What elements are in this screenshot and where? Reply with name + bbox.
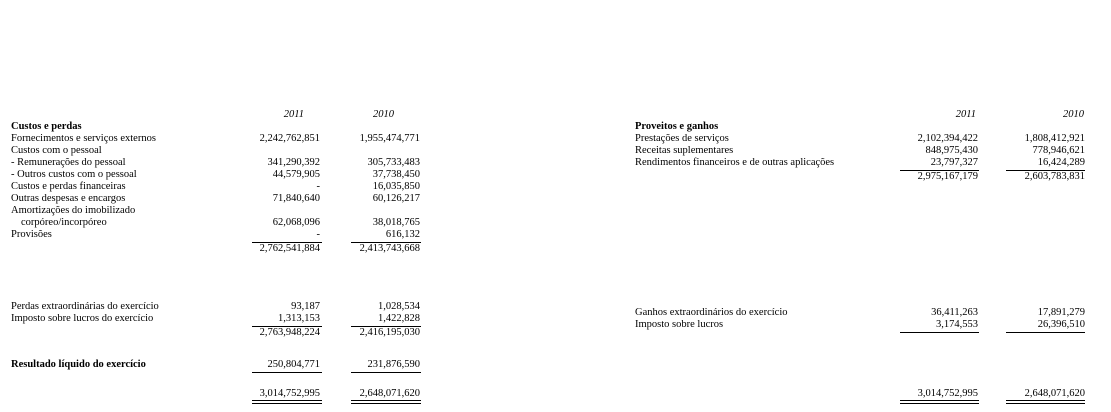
left-row-2011: 341,290,392 [267,157,320,168]
left-row-2011: - [316,229,320,240]
right-row-2011: 2,102,394,422 [917,133,978,144]
left-row-2011: 44,579,905 [272,169,320,180]
net-result-2011: 250,804,771 [267,359,320,370]
left-row-label: Custos com o pessoal [11,145,102,156]
left-row-2010: 1,028,534 [378,301,420,312]
right-section-heading: Proveitos e ganhos [635,121,719,132]
left-row-2011: 93,187 [291,301,320,312]
right-row-2010: 16,424,289 [1037,157,1085,168]
right-row-2011: 36,411,263 [931,307,978,318]
right-row-2010: 17,891,279 [1037,307,1085,318]
left-row-2010: 37,738,450 [372,169,420,180]
left-row-2011: 2,242,762,851 [259,133,320,144]
left-total-double-rule-2010 [351,400,421,404]
left-row-2010: 16,035,850 [372,181,420,192]
right-total-double-rule-2010 [1006,400,1085,404]
left-subtotal-1-2010: 2,413,743,668 [359,243,420,254]
right-row-2010: 778,946,621 [1032,145,1085,156]
right-row-label: Prestações de serviços [635,133,729,144]
left-subtotal-2-2011: 2,763,948,224 [259,327,320,338]
left-row-2010: 60,126,217 [372,193,420,204]
right-subtotal-1-2010: 2,603,783,831 [1024,171,1085,182]
left-row-2011: - [316,181,320,192]
left-total-double-rule-2011 [252,400,322,404]
left-row-label: - Outros custos com o pessoal [11,169,137,180]
right-row-label: Rendimentos financeiros e de outras aplicações [635,157,835,168]
left-row-2010: 305,733,483 [367,157,420,168]
left-row-2010: 1,422,828 [378,313,420,324]
left-total-2010: 2,648,071,620 [359,388,420,399]
right-row-2011: 23,797,327 [930,157,978,168]
left-subtotal-2-2010: 2,416,195,030 [359,327,420,338]
right-year-2010-header: 2010 [1063,109,1084,120]
left-row-label: corpóreo/incorpóreo [21,217,107,228]
net-result-rule-2010 [351,372,421,373]
right-year-2011-header: 2011 [955,109,976,120]
left-row-2010: 38,018,765 [372,217,420,228]
left-row-2011: 62,068,096 [272,217,320,228]
left-row-label: Outras despesas e encargos [11,193,126,204]
right-row-2011: 3,174,553 [936,319,978,330]
right-rule-2010 [1006,332,1085,333]
left-year-2010-header: 2010 [373,109,394,120]
left-year-2011-header: 2011 [283,109,304,120]
right-total-2010: 2,648,071,620 [1024,388,1085,399]
left-section-heading: Custos e perdas [11,121,82,132]
left-total-2011: 3,014,752,995 [259,388,320,399]
left-row-2011: 71,840,640 [272,193,320,204]
net-result-2010: 231,876,590 [367,359,420,370]
left-row-label: Custos e perdas financeiras [11,181,126,192]
left-row-label: Amortizações do imobilizado [11,205,136,216]
right-row-label: Receitas suplementares [635,145,734,156]
left-row-label: Imposto sobre lucros do exercício [11,313,154,324]
net-result-rule-2011 [252,372,322,373]
right-total-2011: 3,014,752,995 [917,388,978,399]
left-row-label: Perdas extraordinárias do exercício [11,301,159,312]
left-row-label: Fornecimentos e serviços externos [11,133,156,144]
left-subtotal-1-2011: 2,762,541,884 [259,243,320,254]
net-result-label: Resultado líquido do exercício [11,359,146,370]
right-row-label: Ganhos extraordinários do exercício [635,307,788,318]
left-row-label: Provisões [11,229,52,240]
right-row-2010: 26,396,510 [1037,319,1085,330]
left-row-2010: 616,132 [385,229,420,240]
right-subtotal-1-2011: 2,975,167,179 [917,171,978,182]
left-row-2011: 1,313,153 [278,313,320,324]
right-total-double-rule-2011 [900,400,979,404]
right-row-label: Imposto sobre lucros [635,319,724,330]
right-row-2010: 1,808,412,921 [1024,133,1085,144]
right-rule-2011 [900,332,979,333]
left-row-2010: 1,955,474,771 [359,133,420,144]
left-row-label: - Remunerações do pessoal [11,157,126,168]
right-row-2011: 848,975,430 [925,145,978,156]
